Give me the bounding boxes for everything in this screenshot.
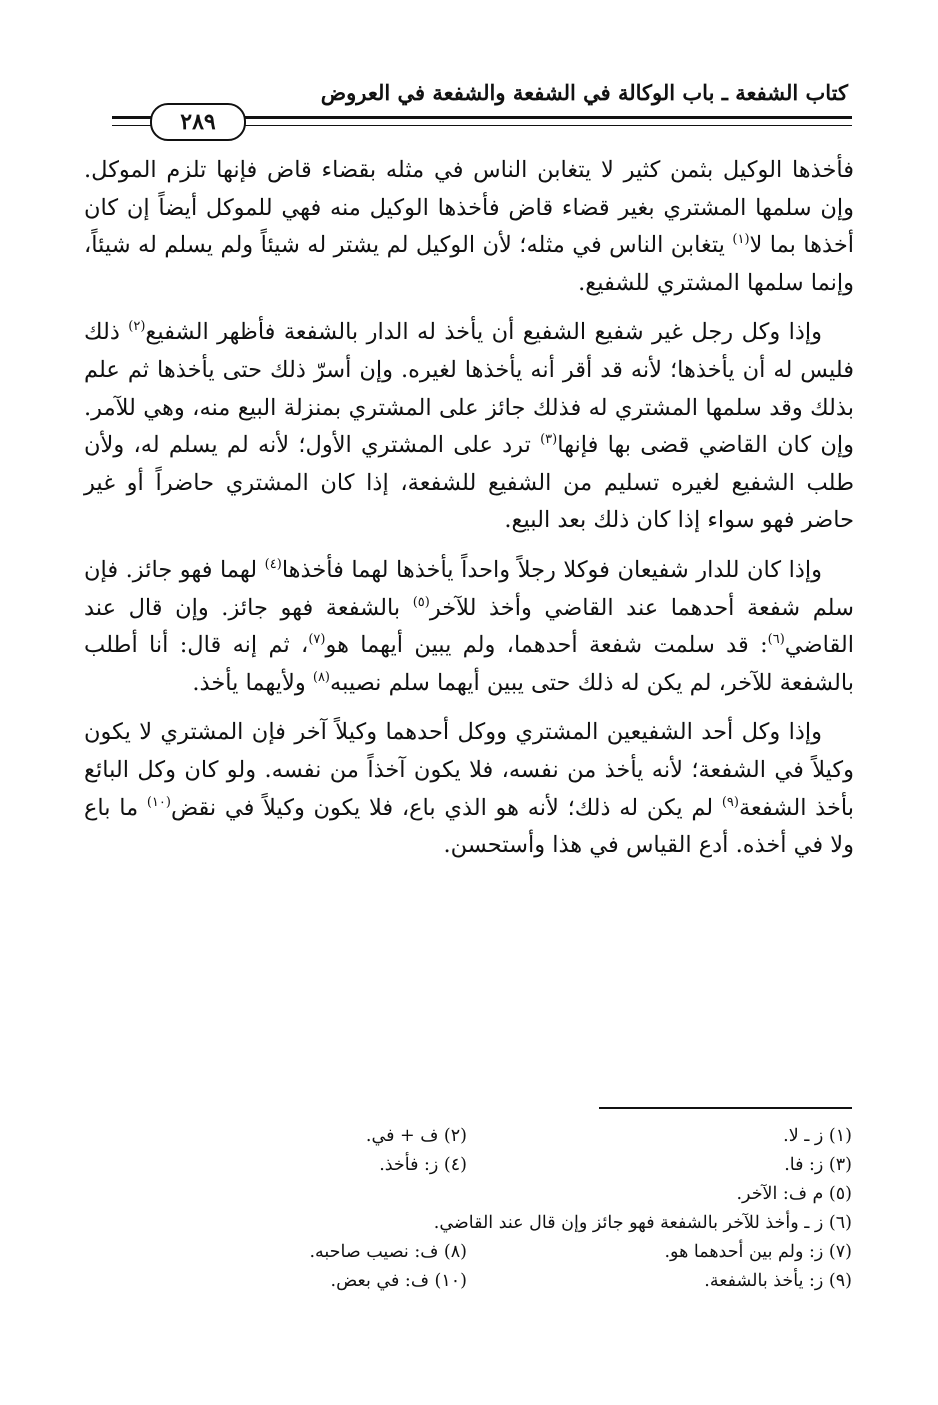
footnote-8: (٨) ف: نصيب صاحبه. [309,1242,467,1262]
footnote-4: (٤) ز: فأخذ. [379,1155,467,1175]
text-run: لهما فهو جائز. فإن سلم شفعة أحدهما عند القاضي وأخذ للآخر [84,556,854,621]
footnote-2: (٢) ف + في. [365,1126,467,1146]
text-run: ولأيهما يأخذ. [192,669,313,696]
footnote-6: (٦) ز ـ وأخذ للآخر بالشفعة فهو جائز وإن قال عند القاضي. [433,1213,852,1233]
footnote-10: (١٠) ف: في بعض. [330,1271,467,1291]
footnote-row [82,1180,852,1209]
footnote-row [82,1151,852,1180]
text-run: وإذا وكل رجل غير شفيع الشفيع أن يأخذ له الدار بالشفعة فأظهر الشفيع [145,319,822,346]
page-number: ٢٨٩ [150,103,246,141]
text-run: ترد على المشتري الأول؛ لأنه لم يسلم له، ولأن طلب الشفيع لغيره تسليم من الشفيع للشفعة، إذا كان المشتري حاضراً أو غير حاضر فهو سواء إذا كان ذلك بعد البيع. [84,432,854,534]
footnote-separator [599,1107,852,1109]
footnote-9: (٩) ز: يأخذ بالشفعة. [704,1271,852,1291]
text-run: وإذا وكل أحد الشفيعين المشتري ووكل أحدهما وكيلاً آخر فإن المشتري لا يكون وكيلاً في الشفعة؛ لأنه يأخذ من نفسه، فلا يكون آخذاً من نفسه. ولو كان وكل البائع بأخذ الشفعة [84,719,854,821]
footnote-row [82,1122,852,1151]
footnote-row [82,1267,852,1296]
footnote-ref-8: (٨) [312,669,330,685]
text-run: ، ثم إنه قال: أنا أطلب بالشفعة للآخر، لم يكن له ذلك حتى يبين أيهما سلم نصيبه [84,632,854,696]
footnote-row [82,1238,852,1267]
text-run: لم يكن له ذلك؛ لأنه هو الذي باع، فلا يكون وكيلاً في نقض [170,794,722,821]
text-run: فأخذها الوكيل بثمن كثير لا يتغابن الناس في مثله بقضاء قاض فإنها تلزم الموكل. وإن سلمها المشتري بغير قضاء قاض فأخذها الوكيل منه فهي للموكل أيضاً إن كان أخذها بما لا [84,157,855,259]
running-title: كتاب الشفعة ـ باب الوكالة في الشفعة والشفعة في العروض [320,80,848,105]
footnote-ref-1: (١) [732,232,750,248]
footnote-ref-5: (٥) [412,594,430,610]
text-run: وإذا كان للدار شفيعان فوكلا رجلاً واحداً يأخذها لهما فأخذها [281,556,822,583]
main-text [84,152,854,877]
footnote-1: (١) ز ـ لا. [783,1126,852,1146]
footnote-3: (٣) ز: فا. [784,1155,852,1175]
footnote-ref-3: (٣) [540,432,558,448]
footnote-5: (٥) م ف: الآخر. [736,1184,852,1204]
footnote-row [82,1209,852,1238]
footnote-ref-10: (١٠) [146,794,171,810]
footnote-ref-7: (٧) [308,632,326,648]
footnote-ref-4: (٤) [264,556,282,572]
paragraph-1 [84,152,854,302]
footnote-ref-9: (٩) [721,794,739,810]
footnote-ref-2: (٢) [128,319,146,335]
text-run: يتغابن الناس في مثله؛ لأن الوكيل لم يشتر له شيئاً ولم يسلم له شيئاً، وإنما سلمها المشتري للشفيع. [84,232,854,296]
text-run: : قد سلمت شفعة أحدهما، ولم يبين أيهما هو [325,632,768,659]
text-run: ذلك فليس له أن يأخذها؛ لأنه قد أقر أنه يأخذها لغيره. وإن أسرّ ذلك حتى يأخذها ثم علم بذلك وقد سلمها المشتري له فذلك جائز على المشتري بمنزلة البيع منه، وهي للآمر. وإن كان القاضي قضى بها فإنها [84,319,854,459]
footnote-ref-6: (٦) [767,632,785,648]
paragraph-3 [84,552,854,702]
text-run: ما باع ولا في أخذه. أدع القياس في هذا وأستحسن. [84,794,854,859]
footnotes [82,1122,852,1296]
text-run: بالشفعة فهو جائز. وإن قال عند القاضي [84,594,854,659]
paragraph-2 [84,314,854,540]
paragraph-4 [84,714,854,864]
footnote-7: (٧) ز: ولم بين أحدهما هو. [664,1242,852,1262]
